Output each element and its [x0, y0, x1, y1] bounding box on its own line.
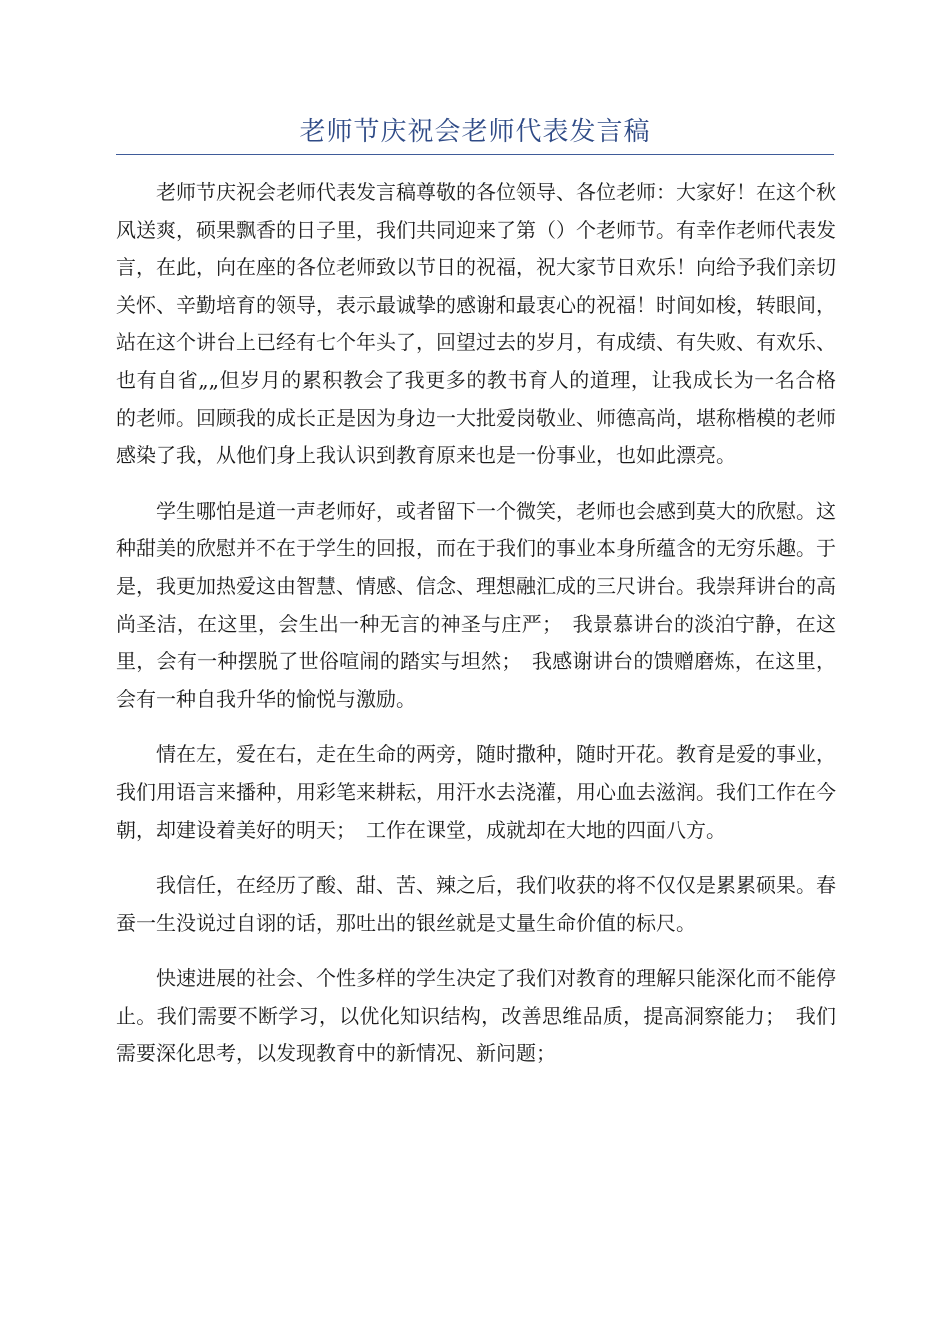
- paragraph-2: 学生哪怕是道一声老师好，或者留下一个微笑，老师也会感到莫大的欣慰。这种甜美的欣慰并不在于学生的回报，而在于我们的事业本身所蕴含的无穷乐趣。于是，我更加热爱这由智慧、情感、信念、理想融汇成的三尺讲台。我崇拜讲台的高尚圣洁，在这里，会生出一种无言的神圣与庄严； 我景慕讲台的淡泊宁静，在这里，会有一种摆脱了世俗喧闹的踏实与坦然； 我感谢讲台的馈赠磨炼，在这里，会有一种自我升华的愉悦与激励。: [116, 498, 836, 711]
- paragraph-4: 我信任，在经历了酸、甜、苦、辣之后，我们收获的将不仅仅是累累硕果。春蚕一生没说过自诩的话，那吐出的银丝就是丈量生命价值的标尺。: [116, 873, 836, 935]
- document-body: [116, 174, 836, 1091]
- paragraph-1: 老师节庆祝会老师代表发言稿尊敬的各位领导、各位老师：大家好！在这个秋风送爽，硕果飘香的日子里，我们共同迎来了第（）个老师节。有幸作老师代表发言，在此，向在座的各位老师致以节日的祝福，祝大家节日欢乐！向给予我们亲切关怀、辛勤培育的领导，表示最诚挚的感谢和最衷心的祝福！时间如梭，转眼间，站在这个讲台上已经有七个年头了，回望过去的岁月，有成绩、有失败、有欢乐、也有自省„„但岁月的累积教会了我更多的教书育人的道理，让我成长为一名合格的老师。回顾我的成长正是因为身边一大批爱岗敬业、师德高尚，堪称楷模的老师感染了我，从他们身上我认识到教育原来也是一份事业，也如此漂亮。: [116, 180, 836, 468]
- document-title: 老师节庆祝会老师代表发言稿: [299, 117, 651, 147]
- paragraph-3: 情在左，爱在右，走在生命的两旁，随时撒种，随时开花。教育是爱的事业，我们用语言来播种，用彩笔来耕耘，用汗水去浇灌，用心血去滋润。我们工作在今朝，却建设着美好的明天； 工作在课堂，成就却在大地的四面八方。: [116, 742, 836, 842]
- paragraph-5: 快速进展的社会、个性多样的学生决定了我们对教育的理解只能深化而不能停止。我们需要不断学习，以优化知识结构，改善思维品质，提高洞察能力； 我们需要深化思考，以发现教育中的新情况、新问题；: [116, 966, 836, 1066]
- title-underline: [116, 154, 834, 155]
